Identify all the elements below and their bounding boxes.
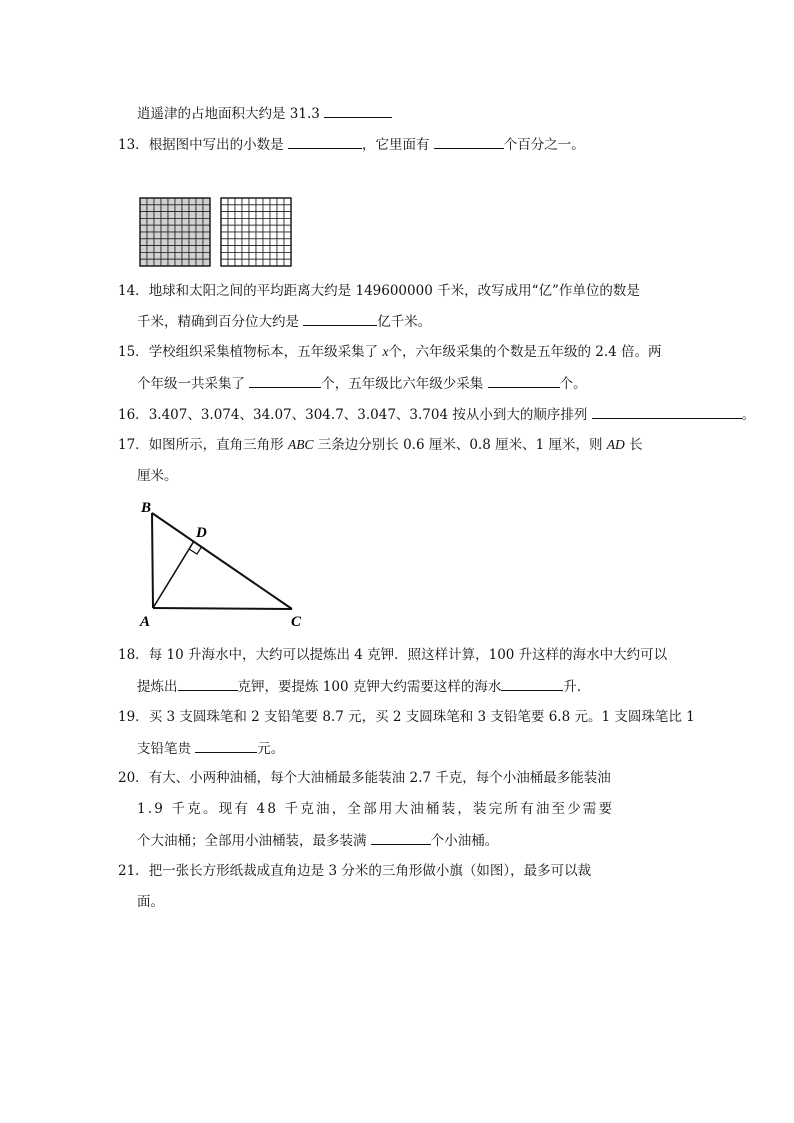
- grid-cell: [161, 246, 168, 253]
- grid-cell: [228, 246, 235, 253]
- grid-cell: [228, 239, 235, 246]
- grid-cell: [175, 252, 182, 259]
- grid-cell: [263, 218, 270, 225]
- grid-cell: [256, 239, 263, 246]
- grid-cell: [270, 205, 277, 212]
- grid-cell: [203, 252, 210, 259]
- question-19-line2: 支铅笔贵 元。: [137, 738, 284, 759]
- grid-cell: [175, 239, 182, 246]
- question-20: 20．有大、小两种油桶，每个大油桶最多能装油 2.7 千克，每个小油桶最多能装油: [118, 770, 611, 786]
- label-b: B: [141, 500, 152, 516]
- grid-cell: [242, 246, 249, 253]
- grid-cell: [277, 225, 284, 232]
- grid-cell: [154, 198, 161, 205]
- grid-cell: [182, 218, 189, 225]
- grid-cell: [256, 232, 263, 239]
- grid-cell: [221, 246, 228, 253]
- grid-cell: [221, 259, 228, 266]
- grid-cell: [168, 225, 175, 232]
- grid-cell: [147, 205, 154, 212]
- grid-cell: [154, 259, 161, 266]
- grid-cell: [242, 218, 249, 225]
- grid-cell: [277, 232, 284, 239]
- grid-cell: [256, 198, 263, 205]
- grid-cell: [228, 252, 235, 259]
- grid-cell: [235, 259, 242, 266]
- grid-cell: [256, 246, 263, 253]
- grid-cell: [228, 198, 235, 205]
- grid-cell: [203, 205, 210, 212]
- grid-cell: [147, 252, 154, 259]
- grid-cell: [175, 259, 182, 266]
- answer-blank[interactable]: [195, 738, 257, 753]
- grid-cell: [242, 212, 249, 219]
- grid-cell: [140, 212, 147, 219]
- grid-cell: [182, 225, 189, 232]
- grid-cell: [196, 246, 203, 253]
- grid-cell: [203, 218, 210, 225]
- answer-blank[interactable]: [178, 676, 238, 691]
- grid-cell: [168, 246, 175, 253]
- grid-cell: [140, 218, 147, 225]
- question-number: 14．: [118, 283, 149, 299]
- grid-cell: [147, 198, 154, 205]
- grid-cell: [175, 218, 182, 225]
- grid-cell: [242, 205, 249, 212]
- grid-cell: [228, 205, 235, 212]
- grid-cell: [235, 232, 242, 239]
- grid-cell: [168, 205, 175, 212]
- question-20-line2: 1.9 千克。现有 48 千克油，全部用大油桶装，装完所有油至少需要: [137, 801, 615, 817]
- grid-cell: [270, 225, 277, 232]
- grid-cell: [249, 205, 256, 212]
- question-13: 13．根据图中写出的小数是 ，它里面有 个百分之一。: [118, 134, 585, 155]
- grid-cell: [196, 259, 203, 266]
- grid-cell: [154, 232, 161, 239]
- hundred-grid-partial: [220, 197, 292, 267]
- grid-cell: [147, 246, 154, 253]
- grid-cell: [161, 212, 168, 219]
- grid-cell: [168, 218, 175, 225]
- grid-cell: [182, 232, 189, 239]
- grid-cell: [168, 239, 175, 246]
- grid-cell: [203, 259, 210, 266]
- question-number: 20．: [118, 770, 149, 786]
- grid-cell: [175, 246, 182, 253]
- grid-cell: [228, 212, 235, 219]
- grid-cell: [189, 252, 196, 259]
- grid-cell: [235, 246, 242, 253]
- answer-blank[interactable]: [288, 134, 362, 149]
- grid-cell: [221, 205, 228, 212]
- grid-cell: [256, 259, 263, 266]
- grid-cell: [140, 239, 147, 246]
- q12-tail: 逍遥津的占地面积大约是 31.3: [137, 103, 392, 124]
- grid-cell: [284, 212, 291, 219]
- label-d: D: [196, 525, 207, 541]
- question-18-line2: 提炼出 克钾，要提炼 100 克钾大约需要这样的海水 升．: [137, 676, 590, 697]
- grid-cell: [263, 212, 270, 219]
- grid-cell: [175, 212, 182, 219]
- grid-cell: [256, 212, 263, 219]
- grid-cell: [189, 205, 196, 212]
- grid-cell: [182, 198, 189, 205]
- grid-cell: [270, 198, 277, 205]
- grid-cell: [182, 212, 189, 219]
- question-14-line2: 千米，精确到百分位大约是 亿千米。: [137, 311, 431, 332]
- grid-cell: [235, 225, 242, 232]
- grid-cell: [203, 246, 210, 253]
- grid-cell: [235, 252, 242, 259]
- grid-cell: [249, 246, 256, 253]
- grid-cell: [189, 239, 196, 246]
- grid-cell: [284, 198, 291, 205]
- grid-cell: [277, 205, 284, 212]
- grid-cell: [203, 198, 210, 205]
- answer-blank[interactable]: [501, 676, 563, 691]
- grid-cell: [161, 225, 168, 232]
- grid-cell: [263, 246, 270, 253]
- grid-cell: [140, 252, 147, 259]
- question-15-line2: 个年级一共采集了 个，五年级比六年级少采集 个。: [137, 373, 587, 394]
- grid-cell: [175, 198, 182, 205]
- grid-cell: [196, 212, 203, 219]
- grid-cell: [140, 205, 147, 212]
- question-18: 18．每 10 升海水中，大约可以提炼出 4 克钾．照这样计算，100 升这样的海水中大约可以: [118, 647, 668, 663]
- grid-cell: [263, 225, 270, 232]
- grid-cell: [235, 198, 242, 205]
- grid-cell: [263, 232, 270, 239]
- grid-cell: [235, 212, 242, 219]
- grid-cell: [284, 205, 291, 212]
- grid-cell: [203, 239, 210, 246]
- grid-cell: [284, 218, 291, 225]
- grid-cell: [263, 198, 270, 205]
- question-21: 21．把一张长方形纸裁成直角边是 3 分米的三角形做小旗（如图），最多可以裁: [118, 863, 592, 879]
- grid-cell: [154, 225, 161, 232]
- grid-cell: [196, 218, 203, 225]
- grid-cell: [263, 239, 270, 246]
- grid-cell: [147, 232, 154, 239]
- grid-cell: [189, 232, 196, 239]
- question-number: 21．: [118, 863, 149, 879]
- grid-cell: [154, 239, 161, 246]
- grid-cell: [154, 212, 161, 219]
- grid-cell: [140, 225, 147, 232]
- answer-blank[interactable]: [434, 134, 504, 149]
- question-19: 19．买 3 支圆珠笔和 2 支铅笔要 8.7 元，买 2 支圆珠笔和 3 支铅笔要 6.8 元。1 支圆珠笔比 1: [118, 709, 695, 725]
- grid-cell: [284, 232, 291, 239]
- label-a: A: [140, 614, 151, 630]
- grid-cell: [175, 232, 182, 239]
- grid-cell: [249, 232, 256, 239]
- grid-cell: [147, 259, 154, 266]
- grid-cell: [270, 218, 277, 225]
- side-ab: [152, 513, 153, 608]
- question-number: 19．: [118, 709, 149, 725]
- grid-cell: [270, 259, 277, 266]
- grid-cell: [256, 252, 263, 259]
- grid-cell: [235, 218, 242, 225]
- question-20-line3: 个大油桶；全部用小油桶装，最多装满 个小油桶。: [137, 830, 498, 851]
- question-number: 15．: [118, 344, 149, 360]
- grid-cell: [277, 198, 284, 205]
- grid-cell: [182, 259, 189, 266]
- grid-cell: [242, 259, 249, 266]
- grid-cell: [249, 259, 256, 266]
- grid-cell: [235, 205, 242, 212]
- grid-cell: [140, 232, 147, 239]
- grid-cell: [196, 198, 203, 205]
- grid-cell: [242, 198, 249, 205]
- grid-cell: [277, 239, 284, 246]
- grid-cell: [182, 239, 189, 246]
- grid-cell: [284, 252, 291, 259]
- answer-blank[interactable]: [592, 404, 742, 419]
- grid-cell: [256, 205, 263, 212]
- grid-cell: [284, 239, 291, 246]
- question-17: 17．如图所示，直角三角形 ABC 三条边分别长 0.6 厘米、0.8 厘米、1 厘米，则 AD 长: [118, 437, 643, 453]
- grid-cell: [196, 205, 203, 212]
- grid-cell: [242, 232, 249, 239]
- grid-cell: [154, 218, 161, 225]
- grid-cell: [168, 212, 175, 219]
- grid-cell: [221, 198, 228, 205]
- grid-cell: [221, 252, 228, 259]
- grid-cell: [189, 225, 196, 232]
- question-number: 13．: [118, 137, 149, 153]
- grid-cell: [189, 218, 196, 225]
- grid-cell: [235, 239, 242, 246]
- grid-cell: [203, 212, 210, 219]
- grid-cell: [270, 252, 277, 259]
- grid-cell: [147, 212, 154, 219]
- grid-cell: [189, 259, 196, 266]
- grid-cell: [182, 246, 189, 253]
- grid-cell: [161, 205, 168, 212]
- grid-cell: [168, 198, 175, 205]
- grid-cell: [161, 218, 168, 225]
- grid-cell: [256, 218, 263, 225]
- grid-cell: [175, 205, 182, 212]
- grid-cell: [270, 239, 277, 246]
- grid-cell: [228, 218, 235, 225]
- grid-cell: [277, 212, 284, 219]
- grid-cell: [189, 246, 196, 253]
- answer-blank[interactable]: [488, 373, 560, 388]
- grid-cell: [161, 198, 168, 205]
- side-bc: [152, 513, 292, 609]
- altitude-ad: [153, 541, 194, 608]
- grid-cell: [221, 239, 228, 246]
- grid-cell: [228, 259, 235, 266]
- grid-cell: [249, 239, 256, 246]
- grid-cell: [189, 198, 196, 205]
- answer-blank[interactable]: [371, 830, 431, 845]
- grid-cell: [203, 225, 210, 232]
- answer-blank[interactable]: [303, 311, 377, 326]
- grid-cell: [168, 252, 175, 259]
- grid-cell: [263, 259, 270, 266]
- grid-cell: [228, 225, 235, 232]
- grid-cell: [168, 232, 175, 239]
- grid-cell: [249, 198, 256, 205]
- grid-cell: [270, 246, 277, 253]
- grid-cell: [242, 252, 249, 259]
- grid-cell: [196, 239, 203, 246]
- grid-cell: [147, 239, 154, 246]
- grid-cell: [249, 212, 256, 219]
- grid-cell: [175, 225, 182, 232]
- grid-cell: [284, 225, 291, 232]
- grid-cell: [140, 246, 147, 253]
- hundred-grid-full: [139, 197, 211, 267]
- grid-cell: [161, 232, 168, 239]
- grid-cell: [196, 232, 203, 239]
- grid-cell: [284, 246, 291, 253]
- question-number: 17．: [118, 437, 149, 453]
- question-21-line2: 面。: [137, 894, 164, 910]
- grid-cell: [263, 205, 270, 212]
- side-ac: [153, 608, 292, 609]
- answer-blank[interactable]: [324, 103, 392, 118]
- grid-cell: [270, 212, 277, 219]
- grid-cell: [189, 212, 196, 219]
- grid-cell: [196, 225, 203, 232]
- label-c: C: [291, 614, 302, 630]
- grid-cell: [277, 252, 284, 259]
- grid-cell: [147, 225, 154, 232]
- grid-cell: [147, 218, 154, 225]
- grid-cell: [168, 259, 175, 266]
- grid-cell: [249, 218, 256, 225]
- grid-cell: [154, 252, 161, 259]
- grid-cell: [161, 239, 168, 246]
- question-number: 16．: [118, 407, 149, 423]
- question-14: 14．地球和太阳之间的平均距离大约是 149600000 千米，改写成用“亿”作单位的数是: [118, 283, 640, 299]
- grid-cell: [221, 225, 228, 232]
- grid-cell: [263, 252, 270, 259]
- grid-cell: [140, 259, 147, 266]
- question-17-line2: 厘米。: [137, 468, 178, 484]
- grid-cell: [249, 225, 256, 232]
- grid-cell: [182, 205, 189, 212]
- grid-cell: [256, 225, 263, 232]
- question-16: 16．3.407、3.074、34.07、304.7、3.047、3.704 按从小到大的顺序排列 。: [118, 404, 755, 425]
- grid-cell: [249, 252, 256, 259]
- grid-cell: [161, 252, 168, 259]
- grid-cell: [161, 259, 168, 266]
- grid-cell: [154, 246, 161, 253]
- question-15: 15．学校组织采集植物标本，五年级采集了 x个，六年级采集的个数是五年级的 2.4 倍。两: [118, 344, 662, 360]
- grid-cell: [277, 246, 284, 253]
- answer-blank[interactable]: [249, 373, 321, 388]
- grid-cell: [140, 198, 147, 205]
- grid-cell: [284, 259, 291, 266]
- grid-cell: [242, 225, 249, 232]
- triangle-abc-figure: [135, 494, 315, 634]
- grid-cell: [196, 252, 203, 259]
- grid-cell: [221, 218, 228, 225]
- grid-cell: [228, 232, 235, 239]
- question-number: 18．: [118, 647, 149, 663]
- grid-cell: [221, 232, 228, 239]
- grid-cell: [203, 232, 210, 239]
- grid-cell: [270, 232, 277, 239]
- grid-cell: [154, 205, 161, 212]
- grid-cell: [182, 252, 189, 259]
- grid-cell: [221, 212, 228, 219]
- grid-cell: [277, 259, 284, 266]
- grid-cell: [242, 239, 249, 246]
- grid-cell: [277, 218, 284, 225]
